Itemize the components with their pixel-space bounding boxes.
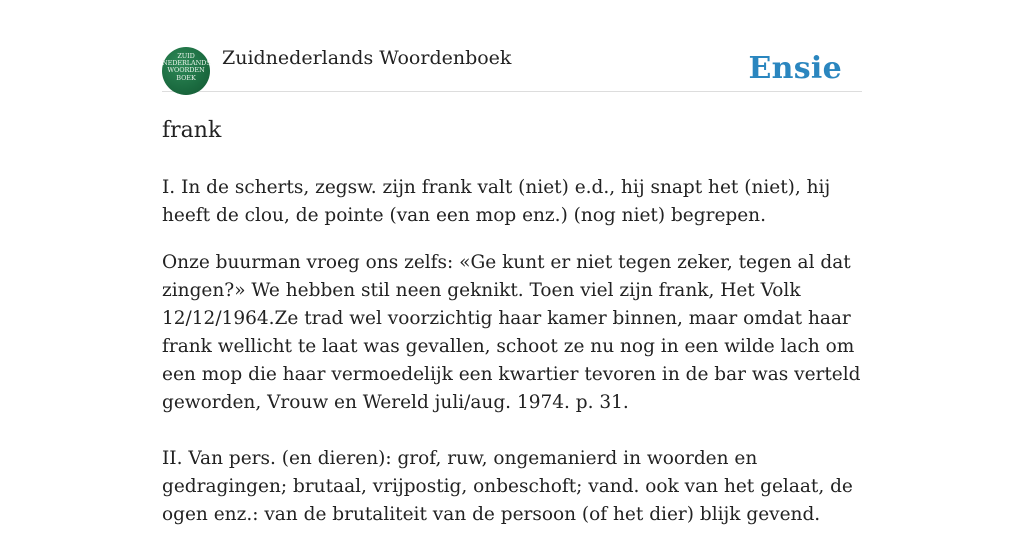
logo-line: ZUID (177, 52, 195, 60)
logo-text (162, 53, 210, 82)
entry-content (162, 114, 862, 548)
site-header (162, 44, 862, 92)
example-paragraph: Onze buurman vroeg ons zelfs: «Ge kunt er niet tegen zeker, tegen al dat zingen?» We hebben stil neen geknikt. Toen viel zijn frank, Het Volk 12/12/1964.Ze trad wel voorzichtig haar kamer binnen, maar omdat haar frank wellicht te laat was gevallen, schoot ze nu nog in een wilde lach om een mop die haar vermoedelijk een kwartier tevoren in de bar was verteld geworden, Vrouw en Wereld juli/aug. 1974. p. 31. (162, 252, 861, 413)
logo-line: WOORDEN (167, 66, 205, 75)
site-title-link[interactable]: Zuidnederlands Woordenboek (222, 47, 512, 69)
brand-logo-link[interactable]: Ensie (748, 51, 842, 86)
logo[interactable] (162, 47, 210, 95)
definition-paragraph: II. Van pers. (en dieren): grof, ruw, ongemanierd in woorden en gedragingen; brutaal, vrijpostig, onbeschoft; vand. ook van het gelaat, de ogen enz.: van de brutaliteit van de persoon (of het dier) blijk gevend. (162, 448, 853, 525)
logo-line: NEDERLANDS (162, 59, 211, 68)
entry-title: frank (162, 118, 222, 143)
definition-paragraph: I. In de scherts, zegsw. zijn frank valt (niet) e.d., hij snapt het (niet), hij heeft de clou, de pointe (van een mop enz.) (nog niet) begrepen. (162, 177, 831, 226)
logo-line: BOEK (176, 73, 196, 82)
